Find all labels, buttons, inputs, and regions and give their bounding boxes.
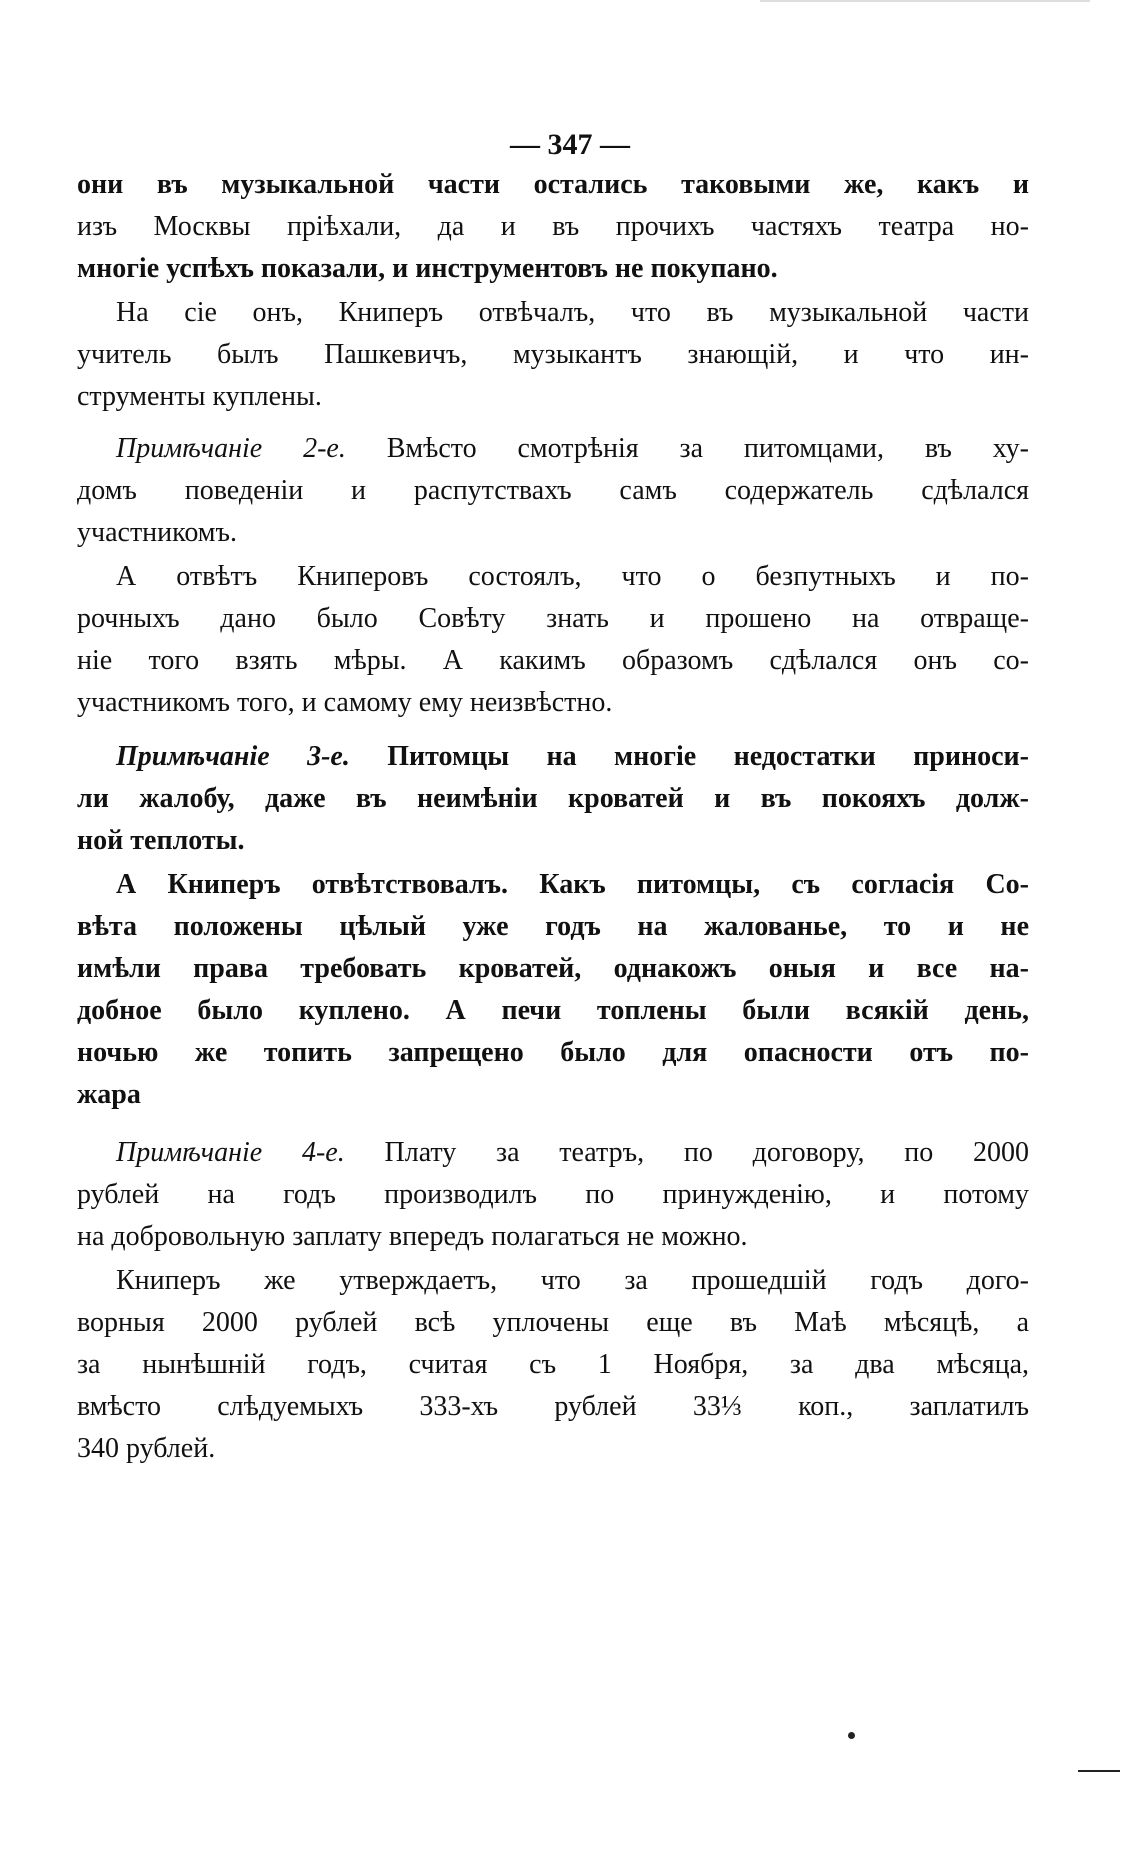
text-line: рочныхъ дано было Совѣту знать и прошено на отвраще- xyxy=(77,603,1029,634)
text-line: ной теплоты. xyxy=(77,825,245,856)
text-line: добное было куплено. А печи топлены были всякій день, xyxy=(77,995,1029,1026)
text-line: А Книперъ отвѣтствовалъ. Какъ питомцы, съ согласія Со- xyxy=(116,869,1029,900)
text-line: имѣли права требовать кроватей, однакожъ оныя и все на- xyxy=(77,953,1029,984)
text-line: Плату за театръ, по договору, по 2000 xyxy=(384,1137,1029,1168)
text-line: А отвѣтъ Книперовъ состоялъ, что о безпутныхъ и по- xyxy=(116,561,1029,592)
text-line: ли жалобу, даже въ неимѣніи кроватей и въ покояхъ долж- xyxy=(77,783,1029,814)
margin-dash xyxy=(1078,1770,1120,1772)
text-line: Вмѣсто смотрѣнія за питомцами, въ ху- xyxy=(386,433,1030,464)
text-line: они въ музыкальной части остались таковыми же, какъ и xyxy=(77,169,1029,200)
text-line: вѣта положены цѣлый уже годъ на жалованье, то и не xyxy=(77,911,1029,942)
text-line: ворныя 2000 рублей всѣ уплочены еще въ Маѣ мѣсяцѣ, а xyxy=(77,1307,1029,1338)
text-line: 340 рублей. xyxy=(77,1433,216,1464)
note-label: Примѣчаніе 4-е. xyxy=(116,1137,345,1168)
text-line: На сіе онъ, Книперъ отвѣчалъ, что въ музыкальной части xyxy=(116,297,1029,328)
text-line: изъ Москвы пріѣхали, да и въ прочихъ частяхъ театра но- xyxy=(77,211,1029,242)
text-line xyxy=(116,1136,1029,1170)
text-line: струменты куплены. xyxy=(77,381,322,412)
text-line: Питомцы на многіе недостатки приноси- xyxy=(387,741,1030,772)
text-line: вмѣсто слѣдуемыхъ 333-хъ рублей 33⅓ коп., заплатилъ xyxy=(77,1391,1029,1422)
text-line: рублей на годъ производилъ по принужденію, и потому xyxy=(77,1179,1029,1210)
page-number: — 347 — xyxy=(510,128,630,161)
text-line: на добровольную заплату впередъ полагаться не можно. xyxy=(77,1221,748,1252)
text-line: Книперъ же утверждаетъ, что за прошедшій годъ дого- xyxy=(116,1265,1029,1296)
text-line: учитель былъ Пашкевичъ, музыкантъ знающій, и что ин- xyxy=(77,339,1029,370)
note-label: Примѣчаніе 3-е. xyxy=(116,741,350,772)
note-label: Примѣчаніе 2-е. xyxy=(116,433,346,464)
text-line: за нынѣшній годъ, считая съ 1 Ноября, за два мѣсяца, xyxy=(77,1349,1029,1380)
text-line: участникомъ того, и самому ему неизвѣстно. xyxy=(77,687,613,718)
text-line xyxy=(116,740,1029,774)
text-line: ночью же топить запрещено было для опасности отъ по- xyxy=(77,1037,1029,1068)
top-scan-edge xyxy=(760,0,1090,2)
text-line: домъ поведеніи и распутствахъ самъ содержатель сдѣлался xyxy=(77,475,1029,506)
text-line: жара xyxy=(77,1079,141,1110)
text-line: ніе того взять мѣры. А какимъ образомъ сдѣлался онъ со- xyxy=(77,645,1029,676)
text-line: участникомъ. xyxy=(77,517,237,548)
text-line: многіе успѣхъ показали, и инструментовъ не покупано. xyxy=(77,253,778,284)
text-line xyxy=(116,432,1029,466)
ink-dot xyxy=(848,1732,855,1739)
